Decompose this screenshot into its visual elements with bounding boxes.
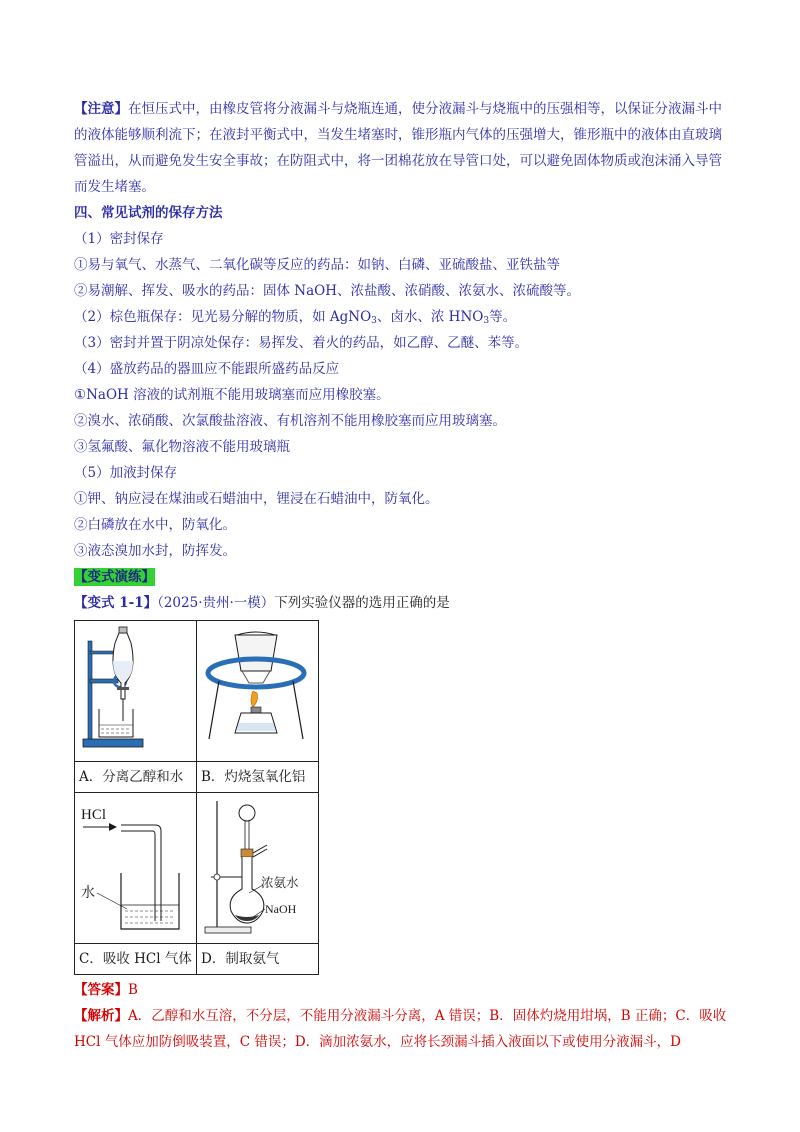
note-text: 在恒压式中，由橡皮管将分液漏斗与烧瓶连通，使分液漏斗与烧瓶中的压强相等，以保证分液漏斗中的液体能够顺利流下；在液封平衡式中，当发生堵塞时，锥形瓶内气体的压强增大，锥形瓶中的液体由直玻璃管溢出，从而避免发生安全事故；在防阻式中，将一团棉花放在导管口处，可以避免固体物质或泡沫涌入导管而发生堵塞。 bbox=[74, 101, 722, 195]
water-label: 水 bbox=[81, 886, 95, 901]
option-c-figure bbox=[75, 793, 197, 944]
question-source: （2025·贵州·一模） bbox=[157, 595, 275, 611]
analysis-text: A．乙醇和水互溶，不分层，不能用分液漏斗分离，A 错误；B．固体灼烧用坩埚，B 正确；C．吸收 HCl 气体应加防倒吸装置，C 错误；D．滴加浓氨水，应将长颈漏斗插入液面以下或使用分液漏斗，D bbox=[74, 1008, 727, 1050]
storage-item: （4）盛放药品的器皿应不能跟所盛药品反应 bbox=[74, 361, 340, 377]
options-table bbox=[74, 620, 319, 975]
naoh-label: NaOH bbox=[265, 902, 297, 916]
storage-item: ③液态溴加水封，防挥发。 bbox=[74, 543, 236, 559]
practice-heading: 【变式演练】 bbox=[74, 569, 155, 585]
gas-absorption-icon bbox=[75, 793, 192, 943]
note-paragraph bbox=[74, 96, 734, 200]
storage-item: （3）密封并置于阴凉处保存：易挥发、着火的药品，如乙醇、乙醚、苯等。 bbox=[74, 335, 529, 351]
storage-item-brown-bottle: （2）棕色瓶保存：见光易分解的物质，如 AgNO$_3$、卤水、浓 $HNO_3$等。 bbox=[74, 309, 517, 326]
conc-ammonia-label: 浓氨水 bbox=[261, 876, 299, 890]
separatory-funnel-icon bbox=[75, 621, 192, 761]
storage-item: ②易潮解、挥发、吸水的药品：固体 NaOH、浓盐酸、浓硝酸、浓氨水、浓硫酸等。 bbox=[74, 283, 580, 299]
storage-item: ③氢氟酸、氟化物溶液不能用玻璃瓶 bbox=[74, 439, 290, 455]
answer-row bbox=[74, 977, 734, 1003]
question-row bbox=[74, 590, 734, 616]
document-page bbox=[74, 96, 734, 1055]
storage-item: （1）密封保存 bbox=[74, 231, 164, 247]
storage-item: ②溴水、浓硝酸、次氯酸盐溶液、有机溶剂不能用橡胶塞而应用玻璃塞。 bbox=[74, 413, 506, 429]
hcl-label: HCl bbox=[81, 807, 107, 823]
question-text: 下列实验仪器的选用正确的是 bbox=[274, 595, 450, 611]
analysis-tag: 【解析】 bbox=[74, 1008, 128, 1024]
option-c-caption: C．吸收 HCl 气体 bbox=[75, 944, 197, 975]
ammonia-generator-icon bbox=[197, 793, 314, 943]
option-b-figure bbox=[197, 621, 319, 762]
note-tag: 【注意】 bbox=[74, 101, 128, 117]
storage-item: （5）加液封保存 bbox=[74, 465, 178, 481]
option-a-figure bbox=[75, 621, 197, 762]
analysis-paragraph bbox=[74, 1003, 734, 1055]
storage-item: ②白磷放在水中，防氧化。 bbox=[74, 517, 236, 533]
answer-tag: 【答案】 bbox=[74, 982, 128, 998]
section4-heading: 四、常见试剂的保存方法 bbox=[74, 205, 223, 221]
option-a-caption: A．分离乙醇和水 bbox=[75, 762, 197, 793]
option-d-figure bbox=[197, 793, 319, 944]
answer-value: B bbox=[128, 982, 138, 998]
storage-item: ①NaOH 溶液的试剂瓶不能用玻璃塞而应用橡胶塞。 bbox=[74, 387, 390, 403]
option-d-caption: D．制取氨气 bbox=[197, 944, 319, 975]
practice-heading-row bbox=[74, 564, 734, 590]
storage-item: ①易与氧气、水蒸气、二氧化碳等反应的药品：如钠、白磷、亚硫酸盐、亚铁盐等 bbox=[74, 257, 560, 273]
storage-item: ①钾、钠应浸在煤油或石蜡油中，锂浸在石蜡油中，防氧化。 bbox=[74, 491, 439, 507]
question-tag: 【变式 1-1】 bbox=[74, 595, 158, 611]
crucible-heating-icon bbox=[197, 621, 314, 761]
option-b-caption: B．灼烧氢氧化铝 bbox=[197, 762, 319, 793]
